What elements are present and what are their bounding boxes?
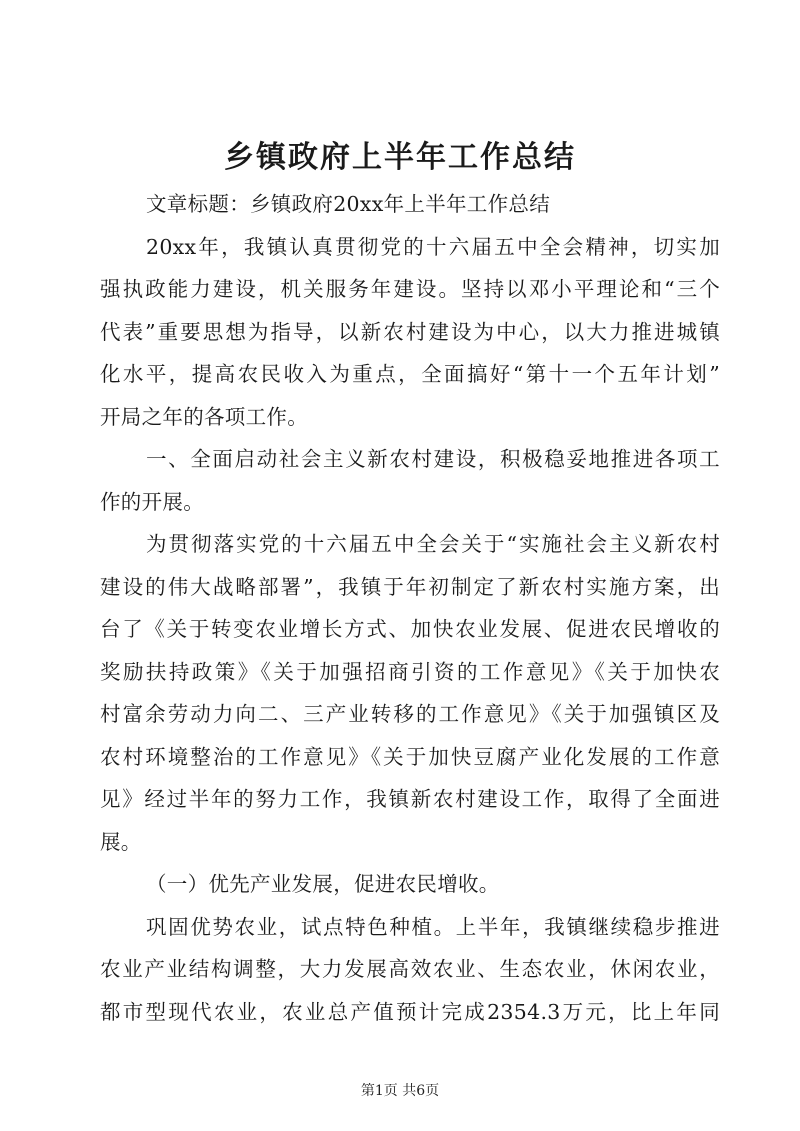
paragraph-line: 农村环境整治的工作意见》《关于加快豆腐产业化发展的工作意 xyxy=(100,744,720,769)
section-heading-line: 作的开展。 xyxy=(100,489,204,514)
paragraph-line: 巩固优势农业，试点特色种植。上半年，我镇继续稳步推进 xyxy=(146,914,720,939)
paragraph-line: 代表”重要思想为指导，以新农村建设为中心，以大力推进城镇 xyxy=(100,319,720,344)
paragraph-line: 为贯彻落实党的十六届五中全会关于“实施社会主义新农村 xyxy=(146,532,720,556)
paragraph-line: 都市型现代农业，农业总产值预计完成2354.3万元，比上年同 xyxy=(100,999,720,1024)
paragraph-line: 20xx年，我镇认真贯彻党的十六届五中全会精神，切实加 xyxy=(146,234,720,259)
paragraph-line: 台了《关于转变农业增长方式、加快农业发展、促进农民增收的 xyxy=(100,617,720,641)
paragraph-line: 展。 xyxy=(100,829,142,854)
paragraph-line: 强执政能力建设，机关服务年建设。坚持以邓小平理论和“三个 xyxy=(100,277,720,301)
page-footer: 第1页 共6页 xyxy=(360,1083,440,1099)
article-title-line: 文章标题：乡镇政府20xx年上半年工作总结 xyxy=(146,192,551,216)
paragraph-line: 化水平，提高农民收入为重点，全面搞好“第十一个五年计划” xyxy=(100,362,720,386)
paragraph-line: 村富余劳动力向二、三产业转移的工作意见》《关于加强镇区及 xyxy=(100,702,720,726)
paragraph-line: 开局之年的各项工作。 xyxy=(100,404,308,429)
subsection-heading-line: （一）优先产业发展，促进农民增收。 xyxy=(146,872,500,896)
paragraph-line: 见》经过半年的努力工作，我镇新农村建设工作，取得了全面进 xyxy=(100,787,720,811)
document-body xyxy=(100,183,720,1033)
paragraph-line: 奖励扶持政策》《关于加强招商引资的工作意见》《关于加快农 xyxy=(100,659,720,684)
paragraph-line: 农业产业结构调整，大力发展高效农业、生态农业，休闲农业， xyxy=(100,957,720,981)
paragraph-line: 建设的伟大战略部署”，我镇于年初制定了新农村实施方案，出 xyxy=(100,574,720,599)
page-title: 乡镇政府上半年工作总结 xyxy=(224,140,576,175)
section-heading-line: 一、全面启动社会主义新农村建设，积极稳妥地推进各项工 xyxy=(146,447,720,471)
